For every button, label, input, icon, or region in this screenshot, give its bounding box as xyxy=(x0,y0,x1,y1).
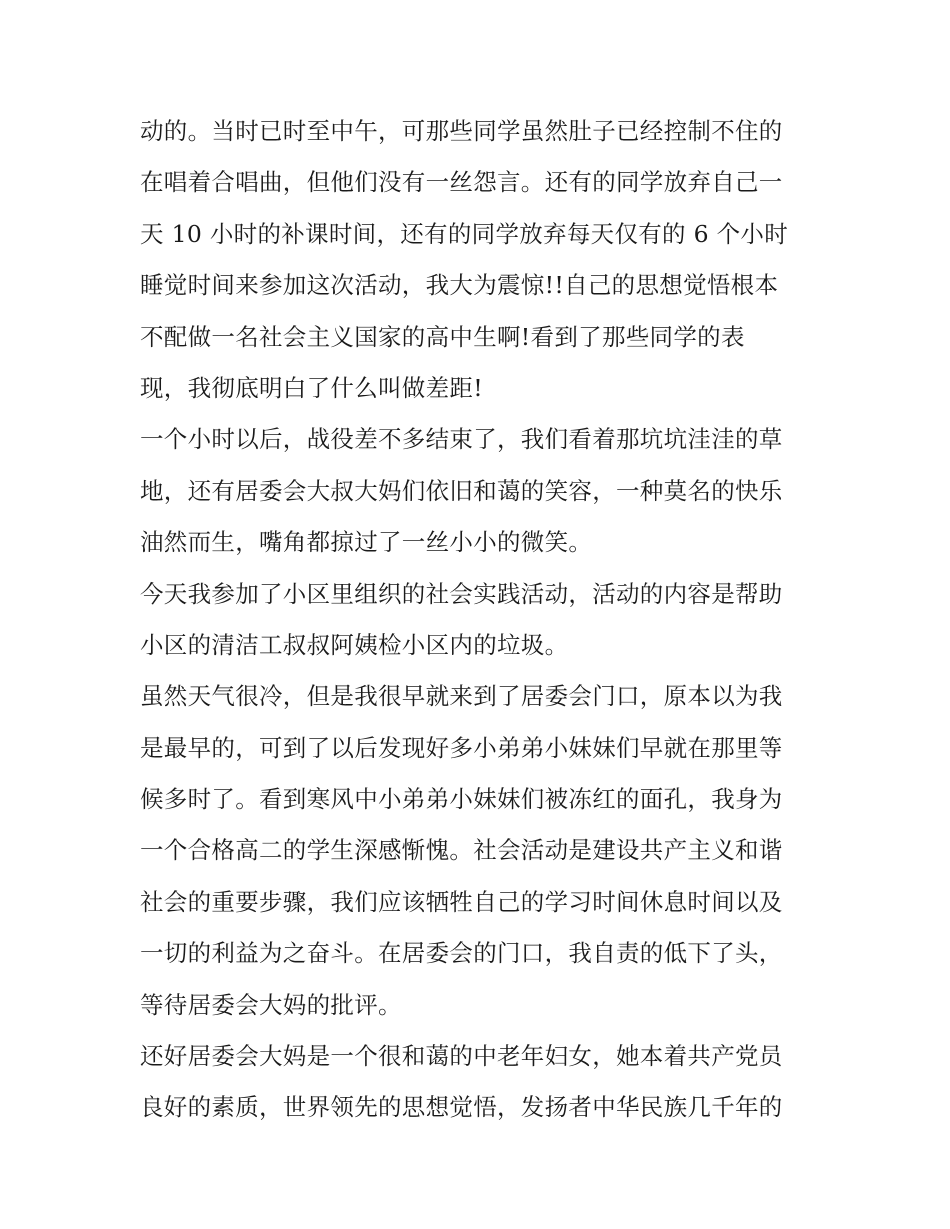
text-line: 还好居委会大妈是一个很和蔼的中老年妇女，她本着共产党员 xyxy=(140,1042,783,1071)
document-body xyxy=(140,106,820,1134)
text-line: 地，还有居委会大叔大妈们依旧和蔼的笑容，一种莫名的快乐 xyxy=(140,476,783,505)
text-line: 社会的重要步骤，我们应该牺牲自己的学习时间休息时间以及 xyxy=(140,887,783,916)
text-line: 现，我彻底明白了什么叫做差距! xyxy=(140,373,483,402)
text-line: 一个小时以后，战役差不多结束了，我们看着那坑坑洼洼的草 xyxy=(140,425,783,454)
text-line: 虽然天气很冷，但是我很早就来到了居委会门口，原本以为我 xyxy=(140,682,783,711)
text-line: 不配做一名社会主义国家的高中生啊!看到了那些同学的表 xyxy=(140,322,745,351)
text-line: 油然而生，嘴角都掠过了一丝小小的微笑。 xyxy=(140,528,593,557)
text-line: 今天我参加了小区里组织的社会实践活动，活动的内容是帮助 xyxy=(140,579,783,608)
text-line: 良好的素质，世界领先的思想觉悟，发扬者中华民族几千年的 xyxy=(140,1093,783,1122)
text-line: 一个合格高二的学生深感惭愧。社会活动是建设共产主义和谐 xyxy=(140,836,783,865)
text-line: 等待居委会大妈的批评。 xyxy=(140,990,402,1019)
text-line: 睡觉时间来参加这次活动，我大为震惊!!自己的思想觉悟根本 xyxy=(140,271,779,300)
text-line: 是最早的，可到了以后发现好多小弟弟小妹妹们早就在那里等 xyxy=(140,733,783,762)
text-line: 候多时了。看到寒风中小弟弟小妹妹们被冻红的面孔，我身为 xyxy=(140,785,783,814)
text-line: 一切的利益为之奋斗。在居委会的门口，我自责的低下了头， xyxy=(140,939,783,968)
text-line: 天 10 小时的补课时间，还有的同学放弃每天仅有的 6 个小时 xyxy=(140,219,789,248)
text-line: 动的。当时已时至中午，可那些同学虽然肚子已经控制不住的 xyxy=(140,117,783,145)
text-line: 在唱着合唱曲，但他们没有一丝怨言。还有的同学放弃自己一 xyxy=(140,168,783,197)
text-line: 小区的清洁工叔叔阿姨检小区内的垃圾。 xyxy=(140,630,569,659)
